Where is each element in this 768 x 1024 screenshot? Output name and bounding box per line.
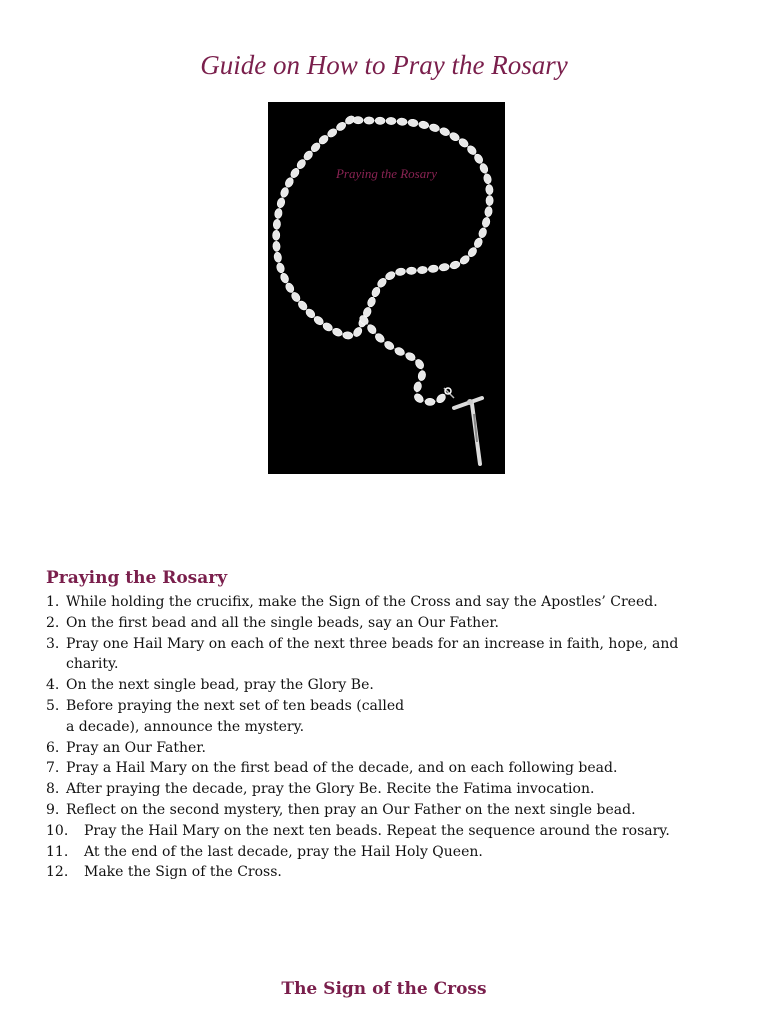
rosary-bead [322,321,334,332]
rosary-bead [408,119,419,128]
step-number: 8. [46,781,60,798]
list-item [46,779,696,800]
step-text: Pray a Hail Mary on the first bead of the decade, and on each following bead. [66,760,618,777]
rosary-bead [284,282,295,294]
rosary-beads [273,114,494,405]
list-item [46,634,696,676]
list-item [46,758,696,779]
rosary-bead [275,262,285,274]
list-item [46,862,696,883]
rosary-bead [395,267,406,276]
step-text: Make the Sign of the Cross. [84,864,282,881]
step-number: 4. [46,677,60,694]
rosary-bead [473,237,484,249]
rosary-bead [448,131,460,142]
rosary-bead [417,266,428,274]
rosary-bead [449,260,461,270]
rosary-bead [366,296,377,308]
figure-caption: Praying the Rosary [335,166,438,181]
step-text: After praying the decade, pray the Glory Be. Recite the Fatima invocation. [66,781,595,798]
step-number: 6. [46,739,60,756]
step-number: 1. [46,594,60,610]
step-text: Pray an Our Father. [66,739,206,756]
rosary-bead [404,351,416,362]
crucifix-icon [444,388,482,464]
rosary-bead [276,197,286,209]
list-item [46,821,696,842]
rosary-bead [386,117,396,124]
step-text: Before praying the next set of ten beads (called a decade), announce the mystery. [66,697,405,735]
step-text: Pray one Hail Mary on each of the next three beads for an increase in faith, hope, and charity. [66,635,679,673]
rosary-bead [485,184,493,195]
rosary-bead [418,120,429,129]
rosary-bead [413,381,423,393]
list-item [46,613,696,634]
rosary-bead [425,398,435,405]
section-heading: Praying the Rosary [46,568,228,588]
step-number: 3. [46,635,60,652]
step-number: 11. [46,843,69,860]
rosary-bead [428,265,439,273]
rosary-bead [370,286,381,298]
list-item [46,675,696,696]
step-text: Reflect on the second mystery, then pray an Our Father on the next single bead. [66,801,636,818]
list-item [46,592,696,613]
rosary-illustration [268,102,505,474]
step-text: On the next single bead, pray the Glory Be. [66,677,374,694]
step-number: 2. [46,614,60,631]
rosary-steps-list [46,592,696,883]
step-number: 5. [46,697,60,714]
step-text: On the first bead and all the single beads, say an Our Father. [66,614,500,631]
rosary-bead [375,117,385,124]
rosary-bead [478,227,488,239]
rosary-bead [413,392,425,404]
next-section-heading: The Sign of the Cross [281,979,487,999]
rosary-bead [481,217,491,229]
step-number: 12. [46,864,69,881]
list-item [46,738,696,759]
step-text: At the end of the last decade, pray the Hail Holy Queen. [84,843,483,860]
rosary-bead [343,331,354,339]
rosary-bead [484,206,493,217]
step-number: 9. [46,801,60,818]
list-item [46,800,696,821]
rosary-bead [364,117,374,124]
rosary-bead [397,118,408,126]
rosary-bead [273,252,282,263]
rosary-image [268,102,505,474]
rosary-bead [383,340,395,352]
rosary-bead [352,326,364,338]
rosary-bead [273,230,280,240]
rosary-bead [439,263,450,272]
step-number: 7. [46,760,60,777]
list-item [46,696,696,738]
step-text: While holding the crucifix, make the Sign of the Cross and say the Apostles’ Creed. [66,594,658,610]
rosary-bead [394,346,406,357]
rosary-bead [273,241,281,252]
rosary-bead [439,126,451,137]
rosary-bead [406,267,416,275]
step-number: 10. [46,822,69,839]
rosary-bead [273,219,281,230]
rosary-bead [279,272,290,284]
rosary-bead [429,123,441,133]
rosary-bead [274,208,283,219]
rosary-bead [417,370,426,381]
rosary-bead [331,327,343,338]
rosary-bead [279,186,289,198]
step-text: Pray the Hail Mary on the next ten beads. Repeat the sequence around the rosary. [84,822,670,839]
list-item [46,842,696,863]
rosary-bead [486,195,494,205]
rosary-bead [353,116,363,123]
document-title: Guide on How to Pray the Rosary [200,50,568,80]
